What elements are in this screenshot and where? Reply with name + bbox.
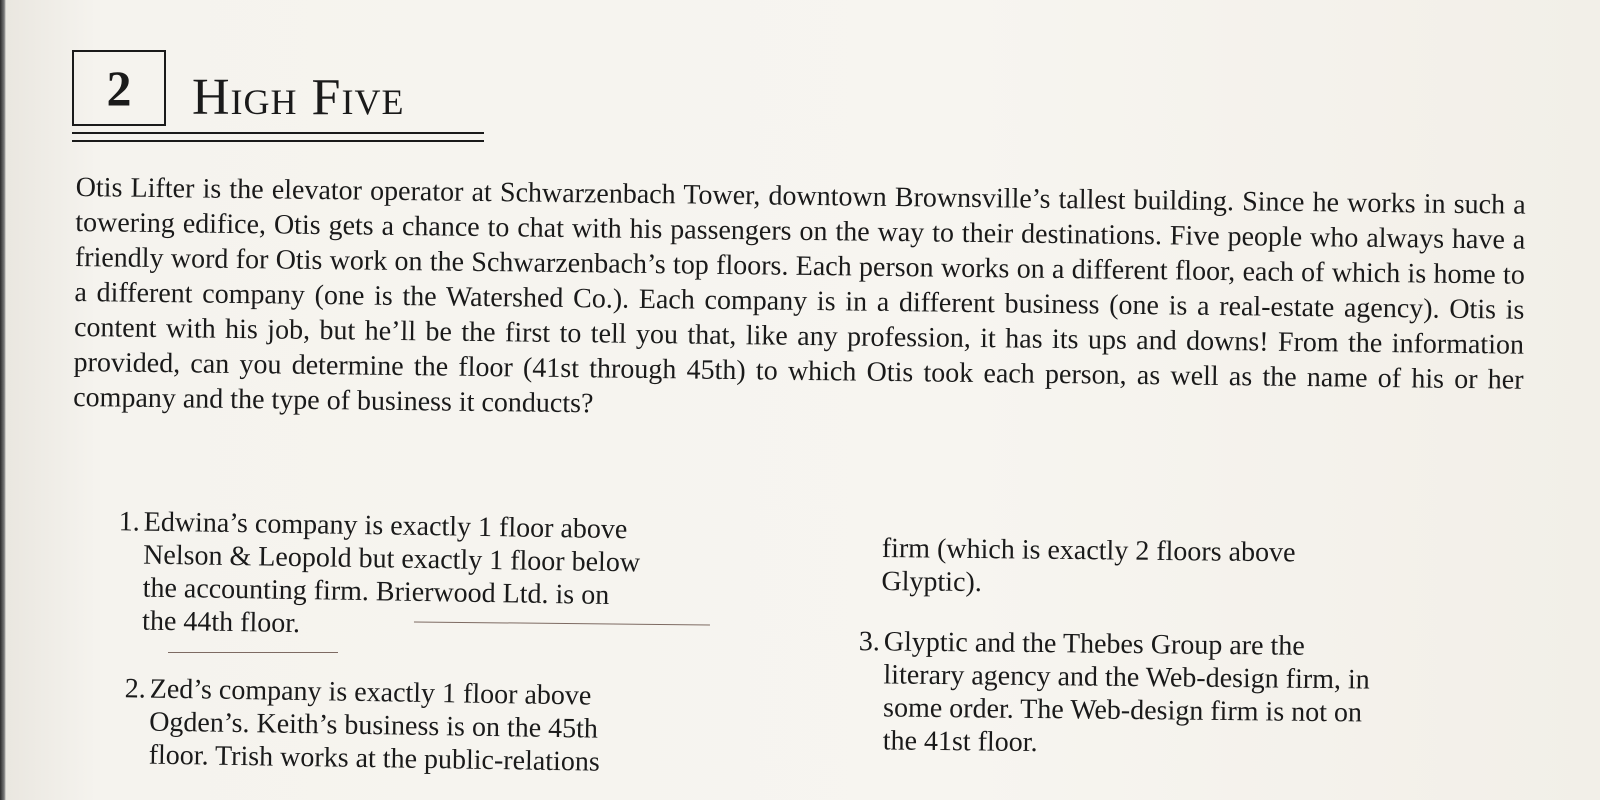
title-rule-top xyxy=(72,132,484,134)
clue-line: 2. Zed’s company is exactly 1 floor above xyxy=(111,672,711,714)
clue-3 xyxy=(845,625,1526,764)
clue-number: 3. xyxy=(858,626,880,658)
page-binding-edge xyxy=(0,0,6,800)
clue-line: some order. The Web-design firm is not on xyxy=(882,692,1363,729)
pencil-underline xyxy=(168,646,338,653)
clue-line: literary agency and the Web-design firm, in xyxy=(883,659,1370,696)
puzzle-number-box: 2 xyxy=(72,50,166,126)
clue-line: the 41st floor. xyxy=(882,725,1038,759)
clue-line: 1. Edwina’s company is exactly 1 floor above xyxy=(105,505,755,548)
clue-number: 1. xyxy=(118,506,140,538)
clue-line: firm (which is exactly 2 floors above xyxy=(881,532,1296,569)
clue-1 xyxy=(104,505,756,647)
clue-line: 3. Glyptic and the Thebes Group are the xyxy=(846,625,1526,665)
puzzle-introduction: Otis Lifter is the elevator operator at Schwarzenbach Tower, downtown Brownsville’s tallest building. Since he works in such a towering edifice, Otis gets a chance to chat with his passengers on the way to their destinations. Five people who always have a friendly word for Otis work on the Schwarzenbach’s top floors. Each person works on a different floor, each of which is home to a different company (one is the Watershed Co.). Each company is in a different business (one is a real-estate agency). Otis is content with his job, but he’ll be the first to tell you that, like any profession, it has its ups and downs! From the information provided, can you determine the floor (41st through 45th) to which Otis took each person, as well as the name of his or her company and the type of business it conducts? xyxy=(73,171,1526,420)
clue-line: Glyptic). xyxy=(881,565,982,599)
clue-line: floor. Trish works at the public-relations xyxy=(148,739,600,778)
title-rule-bottom xyxy=(72,140,484,142)
clue-2-continuation xyxy=(881,532,1502,604)
clue-number: 2. xyxy=(124,673,146,705)
clue-line: the accounting firm. Brierwood Ltd. is on xyxy=(142,572,610,611)
puzzle-title: High Five xyxy=(192,69,405,126)
clue-2 xyxy=(110,672,711,780)
clue-line: the 44th floor. xyxy=(141,605,301,640)
clue-line: Nelson & Leopold but exactly 1 floor below xyxy=(142,539,641,579)
clue-line: Ogden’s. Keith’s business is on the 45th xyxy=(148,706,599,745)
